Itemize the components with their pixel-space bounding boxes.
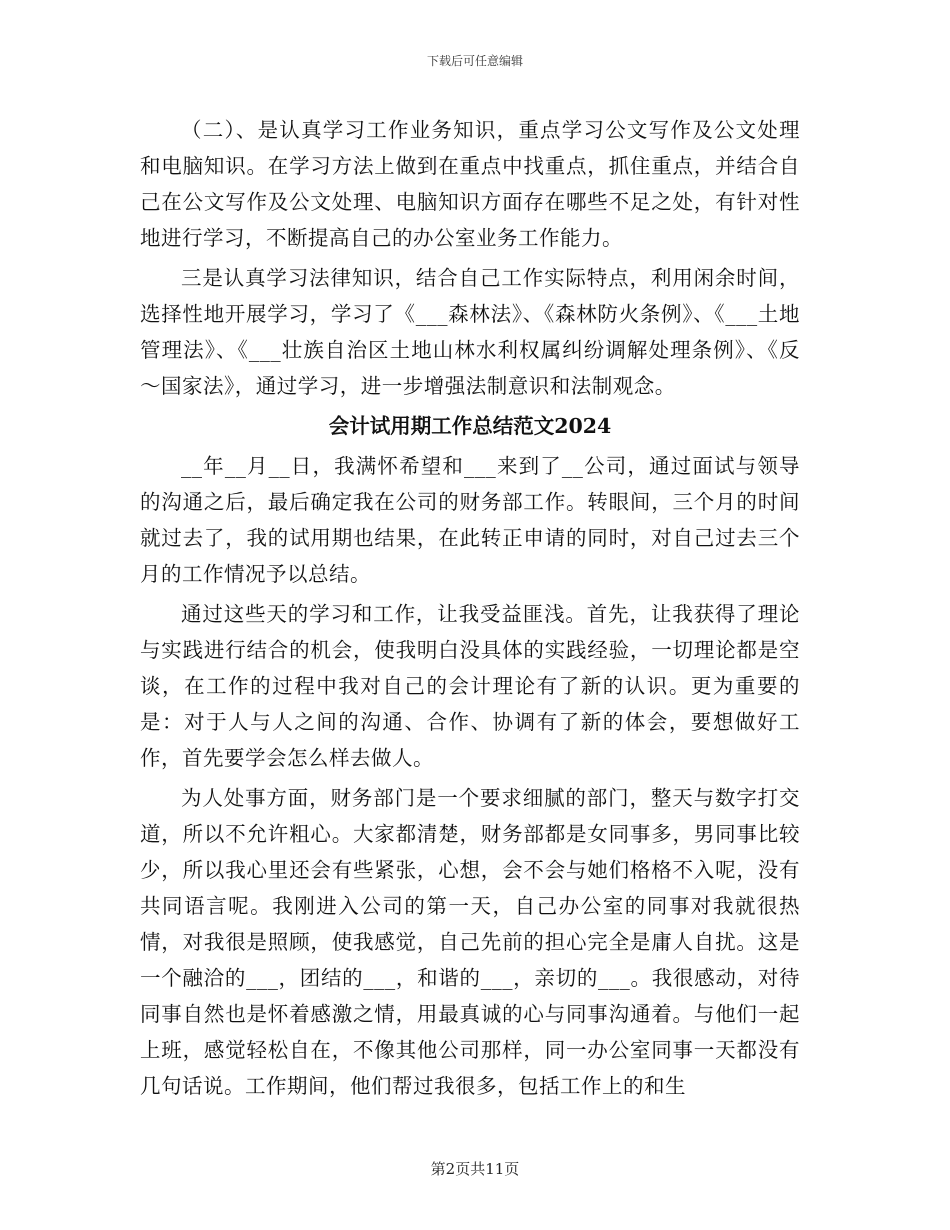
paragraph-interpersonal: 为人处事方面，财务部门是一个要求细腻的部门，整天与数字打交道，所以不允许粗心。大家都清楚，财务部都是女同事多，男同事比较少，所以我心里还会有些紧张，心想，会不会与她们格格不入呢，没有共同语言呢。我刚进入公司的第一天，自己办公室的同事对我就很热情，对我很是照顾，使我感觉，自己先前的担心完全是庸人自扰。这是一个融洽的___，团结的___，和谐的___，亲切的___。我很感动，对待同事自然也是怀着感激之情，用最真诚的心与同事沟通着。与他们一起上班，感觉轻松自在，不像其他公司那样，同一办公室同事一天都没有几句话说。工作期间，他们帮过我很多，包括工作上的和生 [140, 786, 800, 1098]
paragraph-learning-gains: 通过这些天的学习和工作，让我受益匪浅。首先，让我获得了理论与实践进行结合的机会，使我明白没具体的实践经验，一切理论都是空谈，在工作的过程中我对自己的会计理论有了新的认识。更为重要的是：对于人与人之间的沟通、合作、协调有了新的体会，要想做好工作，首先要学会怎么样去做人。 [140, 602, 800, 770]
page-header-note: 下载后可任意编辑 [426, 54, 523, 68]
paragraph-intro: __年__月__日，我满怀希望和___来到了__公司，通过面试与领导的沟通之后，最后确定我在公司的财务部工作。转眼间，三个月的时间就过去了，我的试用期也结果，在此转正申请的同时，对自己过去三个月的工作情况予以总结。 [140, 454, 800, 586]
paragraph-study-law: 三是认真学习法律知识，结合自己工作实际特点，利用闲余时间，选择性地开展学习，学习了《___森林法》、《森林防火条例》、《___土地管理法》、《___壮族自治区土地山林水利权属纠纷调解处理条例》、《反～国家法》，通过学习，进一步增强法制意识和法制观念。 [140, 266, 800, 398]
document-body [140, 112, 800, 1108]
section-title: 会计试用期工作总结范文2024 [328, 414, 612, 438]
paragraph-study-business: （二）、是认真学习工作业务知识，重点学习公文写作及公文处理和电脑知识。在学习方法上做到在重点中找重点，抓住重点，并结合自己在公文写作及公文处理、电脑知识方面存在哪些不足之处，有针对性地进行学习，不断提高自己的办公室业务工作能力。 [140, 118, 800, 250]
page-footer-number: 第2页共11页 [430, 1160, 520, 1178]
